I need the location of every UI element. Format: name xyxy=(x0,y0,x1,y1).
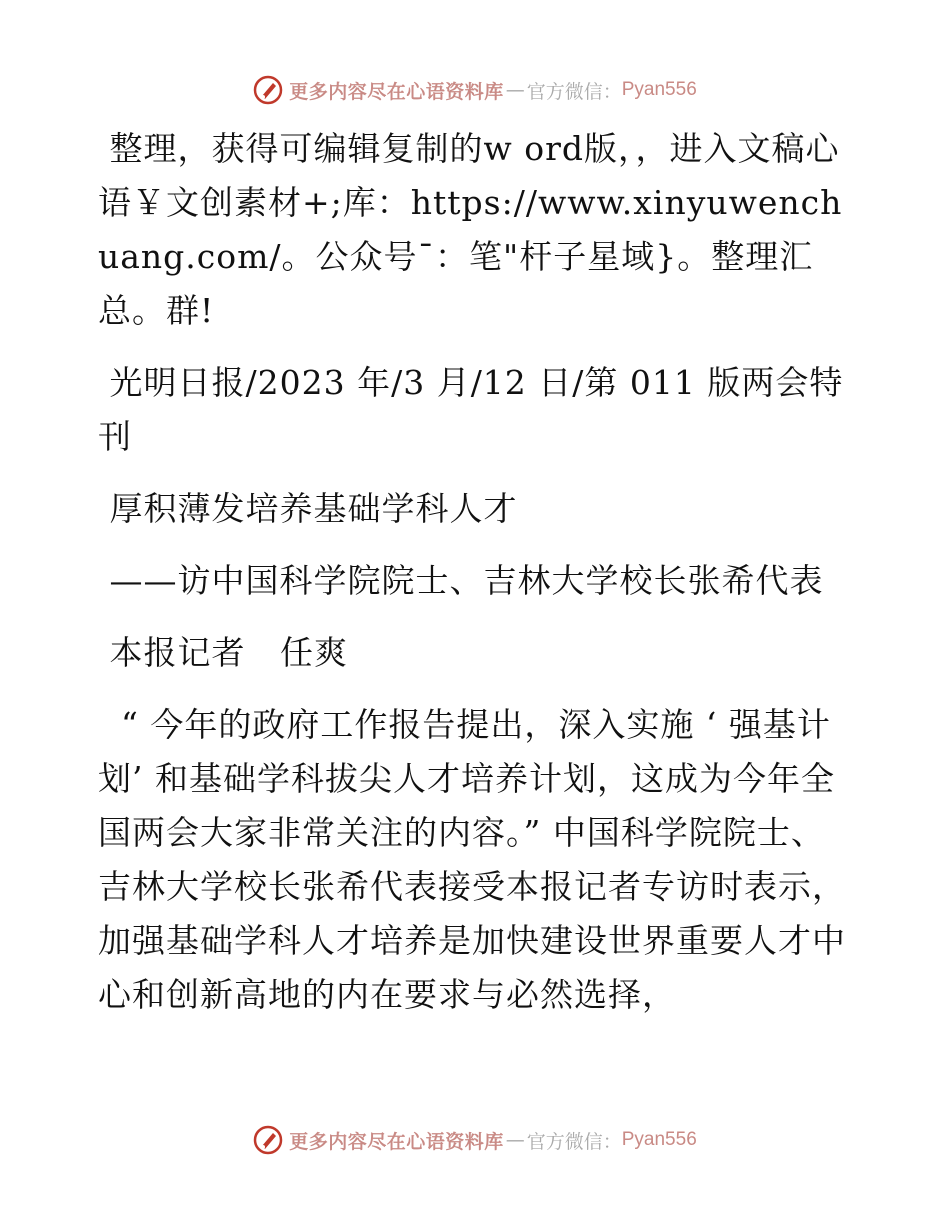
byline: 本报记者 任爽 xyxy=(98,633,348,672)
pen-logo-icon xyxy=(253,1125,283,1155)
watermark-separator: — xyxy=(505,1129,525,1151)
article-headline: 厚积薄发培养基础学科人才 xyxy=(98,489,518,528)
footer-watermark xyxy=(0,1118,950,1162)
watermark-wechat-id: Pyan556 xyxy=(621,1129,697,1150)
watermark-separator: — xyxy=(505,79,525,101)
watermark-text: 更多内容尽在心语资料库 xyxy=(289,1130,504,1153)
intro-paragraph: 整理，获得可编辑复制的w ord版，，进入文稿心语￥文创素材+;库：https://www.xinyuwenchuang.com/。公众号¯：笔"杆子星域}。整理汇总。群! xyxy=(98,129,843,330)
watermark-label: 官方微信： xyxy=(526,1130,622,1153)
header-watermark xyxy=(0,68,950,112)
source-line: 光明日报/2023 年/3 月/12 日/第 011 版两会特刊 xyxy=(98,363,844,456)
article-subheadline: ——访中国科学院院士、吉林大学校长张希代表 xyxy=(98,561,824,600)
pen-logo-icon xyxy=(253,75,283,105)
watermark-label: 官方微信： xyxy=(526,80,622,103)
watermark-text: 更多内容尽在心语资料库 xyxy=(289,80,504,103)
watermark-wechat-id: Pyan556 xyxy=(621,79,697,100)
document-body xyxy=(98,122,858,1022)
lead-paragraph: “ 今年的政府工作报告提出，深入实施 ‘ 强基计划’ 和基础学科拔尖人才培养计划，这成为今年全国两会大家非常关注的内容。” 中国科学院院士、 吉林大学校长张希代表接受本报记者专访时表示，加强基础学科人才培养是加快建设世界重要人才中心和创新高地的内在要求与必然选择， xyxy=(98,705,846,1014)
